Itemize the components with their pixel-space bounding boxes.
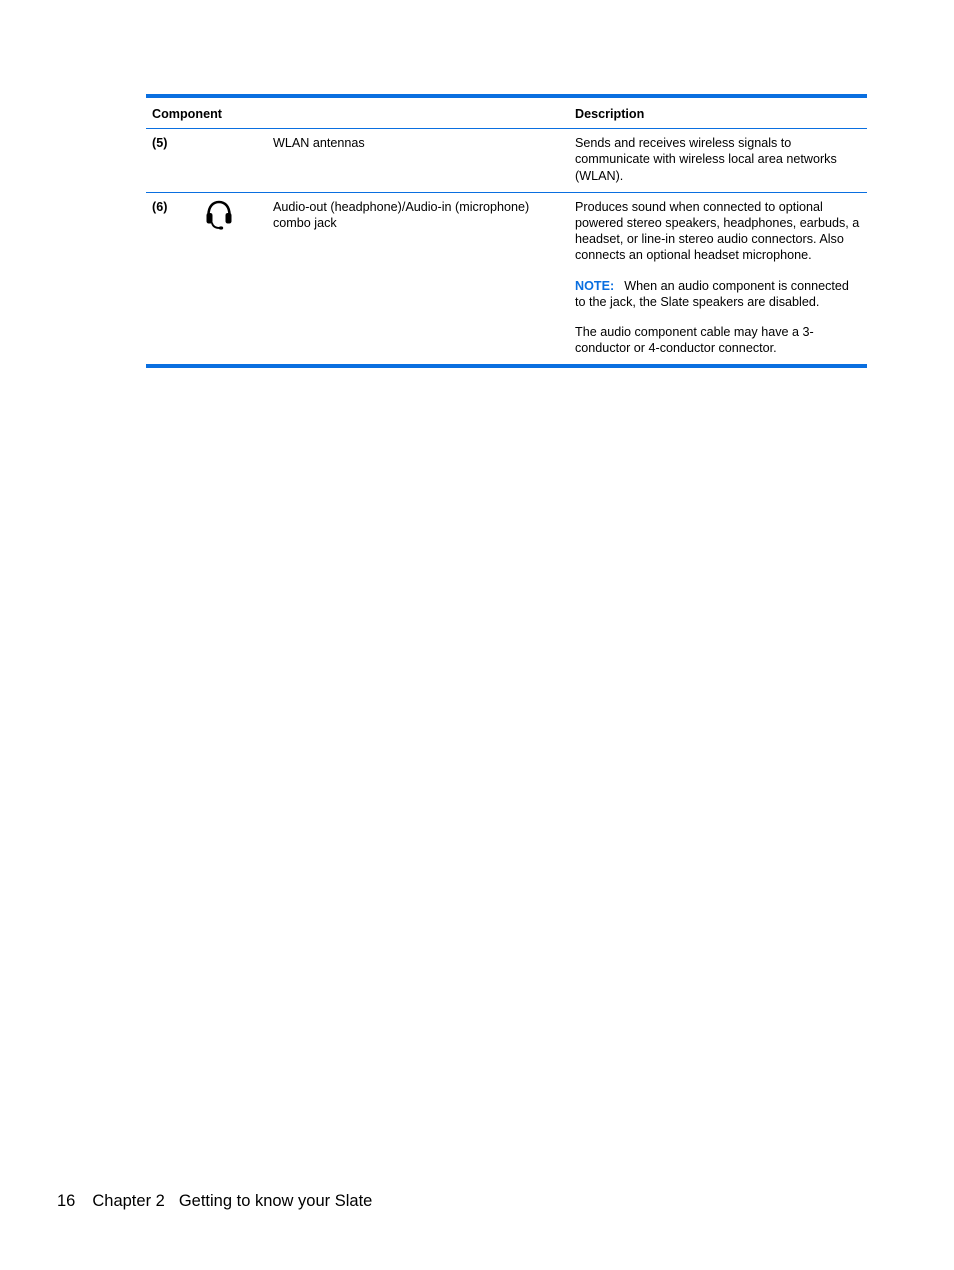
- row-number: (5): [152, 136, 168, 151]
- chapter-label: Chapter 2: [92, 1192, 165, 1210]
- header-component: Component: [146, 96, 569, 129]
- table-row: [146, 192, 867, 366]
- description-text: Sends and receives wireless signals to communicate with wireless local area networks (WLAN).: [575, 136, 837, 183]
- page-footer: [57, 1191, 372, 1211]
- component-table: [146, 94, 867, 368]
- row-component-name: Audio-out (headphone)/Audio-in (microphone) combo jack: [267, 192, 569, 366]
- header-description: Description: [569, 96, 867, 129]
- note-text: When an audio component is connected to the jack, the Slate speakers are disabled.: [575, 278, 849, 309]
- table-row: [146, 129, 867, 193]
- description-text: Produces sound when connected to optional powered stereo speakers, headphones, earbuds, a headset, or line-in stereo audio connectors. Also connects an optional headset microphone.: [575, 199, 860, 263]
- note-label: NOTE:: [575, 278, 615, 293]
- chapter-title: Getting to know your Slate: [178, 1192, 373, 1210]
- row-icon-cell: [192, 192, 267, 366]
- row-number: (6): [146, 192, 192, 366]
- row-component-name: WLAN antennas: [273, 136, 365, 151]
- row-description: [569, 129, 867, 193]
- row-description: [569, 192, 867, 366]
- table-header-row: [146, 96, 867, 129]
- headphone-microphone-icon: [204, 198, 234, 230]
- row-icon-cell: [192, 129, 267, 193]
- extra-text: The audio component cable may have a 3-conductor or 4-conductor connector.: [575, 325, 814, 356]
- note-paragraph: [575, 278, 861, 310]
- page-number: 16: [57, 1192, 76, 1210]
